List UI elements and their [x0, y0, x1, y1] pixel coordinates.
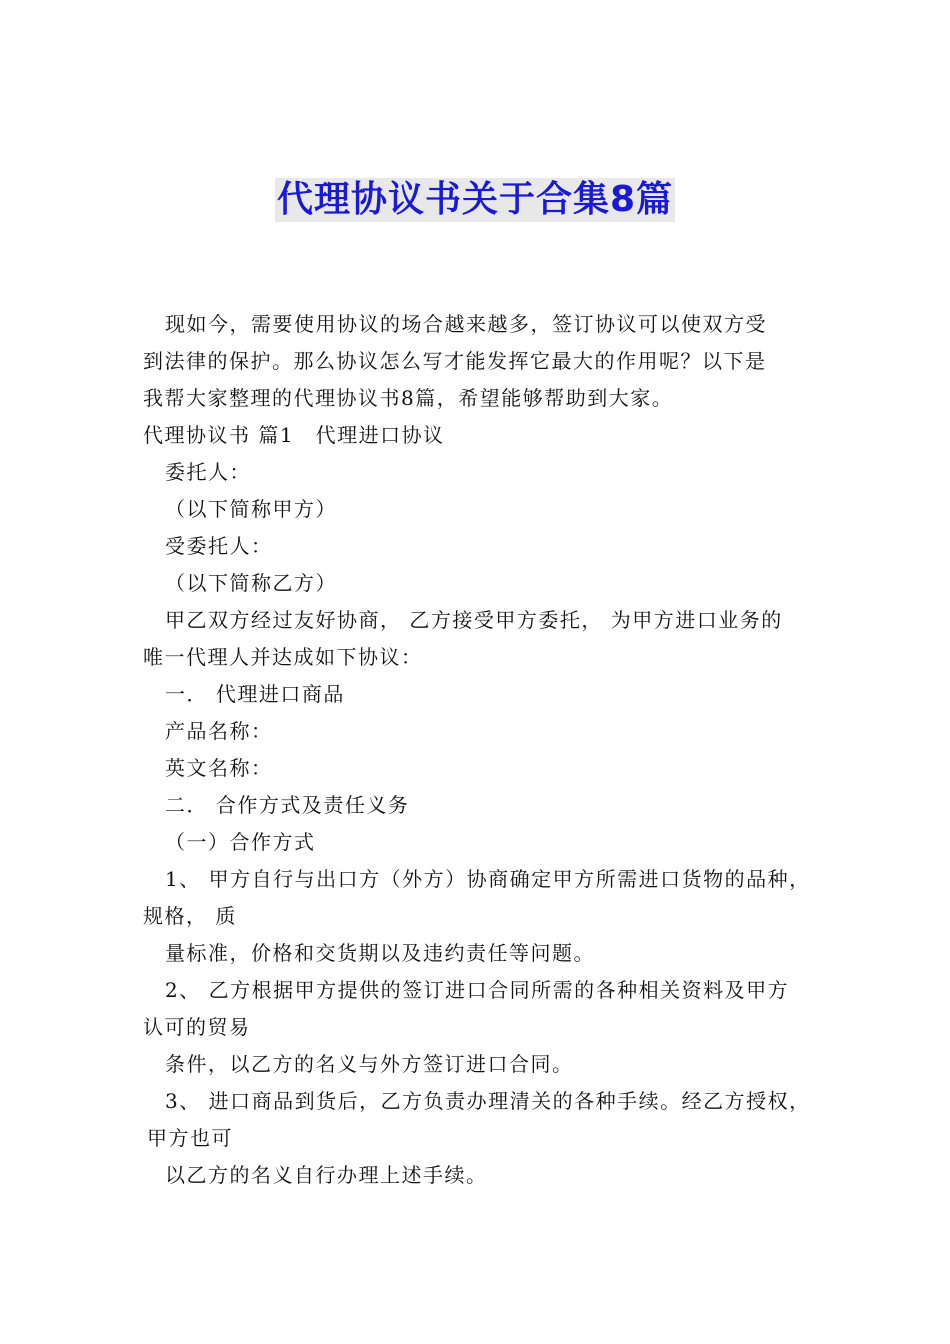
body-line: 受委托人： [165, 534, 273, 558]
body-line: 委托人： [165, 460, 251, 484]
body-line: 英文名称： [165, 756, 273, 780]
body-line: 3、 进口商品到货后，乙方负责办理清关的各种手续。经乙方授权， [165, 1089, 811, 1113]
body-line: 甲方也可 [147, 1126, 233, 1150]
body-line: 唯一代理人并达成如下协议： [143, 645, 423, 669]
body-line: 甲乙双方经过友好协商， 乙方接受甲方委托， 为甲方进口业务的 [165, 608, 783, 632]
body-line: 到法律的保护。那么协议怎么写才能发挥它最大的作用呢？以下是 [143, 349, 767, 373]
body-line: （以下简称乙方） [165, 571, 337, 595]
body-line: 现如今，需要使用协议的场合越来越多，签订协议可以使双方受 [165, 312, 767, 336]
body-line: 代理协议书 篇1 代理进口协议 [143, 423, 445, 447]
document-body [143, 306, 823, 1194]
body-line: 我帮大家整理的代理协议书8篇，希望能够帮助到大家。 [143, 386, 674, 410]
body-line: 条件，以乙方的名义与外方签订进口合同。 [165, 1052, 574, 1076]
body-line: 产品名称： [165, 719, 273, 743]
body-line: 规格， 质 [143, 904, 237, 928]
body-line: （以下简称甲方） [165, 497, 337, 521]
body-line: （一）合作方式 [165, 830, 316, 854]
body-line: 量标准，价格和交货期以及违约责任等问题。 [165, 941, 595, 965]
body-line: 一． 代理进口商品 [165, 682, 345, 706]
body-line: 1、 甲方自行与出口方（外方）协商确定甲方所需进口货物的品种， [165, 867, 811, 891]
title-area [0, 178, 950, 222]
body-line: 二． 合作方式及责任义务 [165, 793, 410, 817]
body-line: 2、 乙方根据甲方提供的签订进口合同所需的各种相关资料及甲方 [165, 978, 790, 1002]
body-line: 以乙方的名义自行办理上述手续。 [165, 1163, 488, 1187]
body-line: 认可的贸易 [143, 1015, 251, 1039]
document-title: 代理协议书关于合集8篇 [276, 179, 674, 220]
